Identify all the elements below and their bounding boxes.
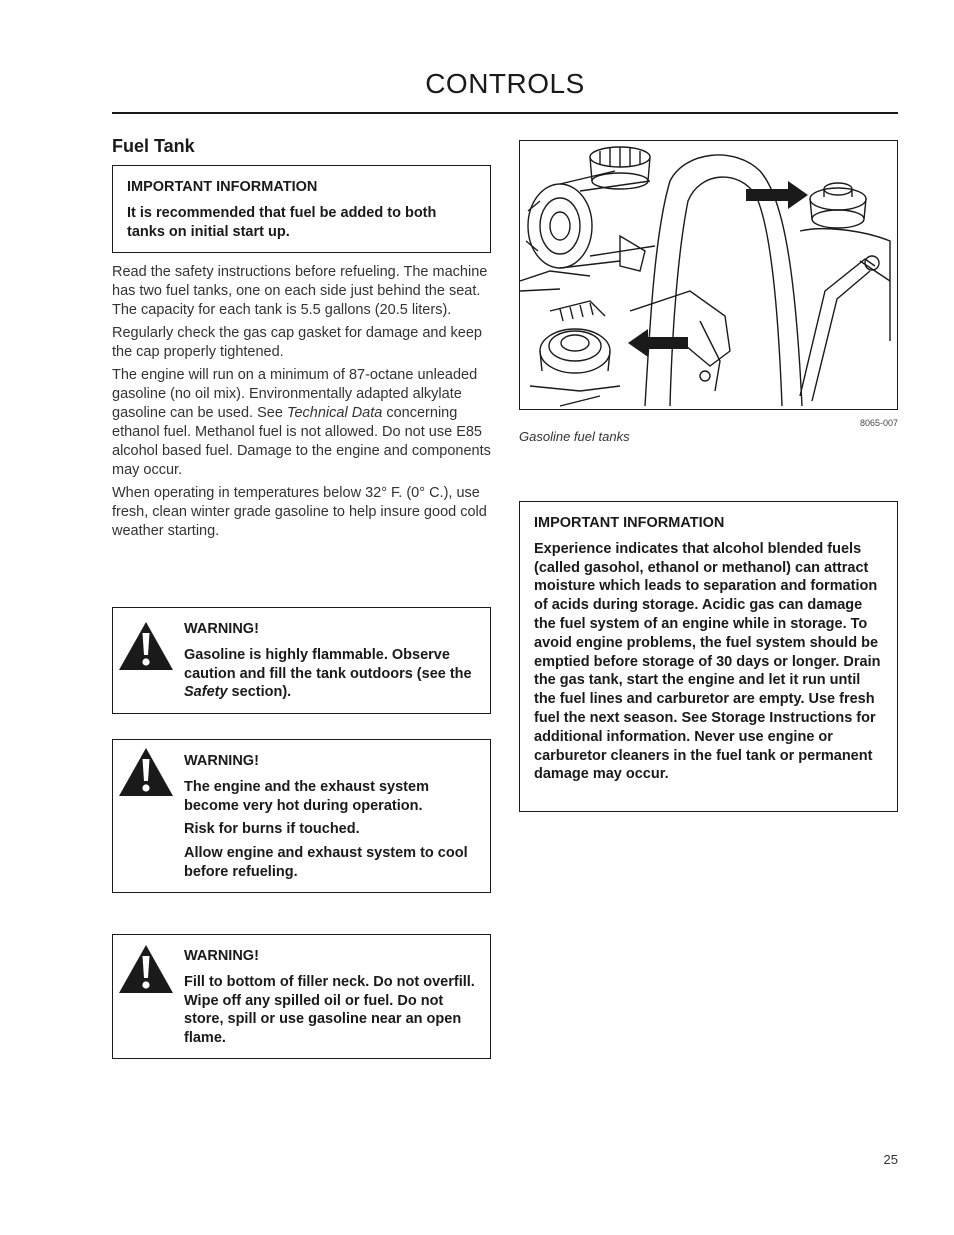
warning-line-1: The engine and the exhaust system become very hot during operation. [184, 778, 429, 814]
warning-label: WARNING! [184, 948, 259, 964]
info-text: It is recommended that fuel be added to both tanks on initial start up. [127, 204, 437, 240]
warning-triangle-icon [117, 943, 175, 995]
figure-code: 8065-007 [859, 418, 898, 428]
warning-box-filling [112, 934, 491, 1059]
warning-triangle-icon [117, 746, 175, 798]
figure-caption: Gasoline fuel tanks [519, 429, 630, 444]
warning-box-hot-engine [112, 739, 491, 893]
warning-text [184, 646, 478, 702]
paragraph-fuel-type-b: concerning ethanol fuel. Methanol fuel is not allowed. Do not use E85 alcohol based fuel. Damage to the engine and components may occur. [112, 405, 491, 478]
paragraph-cold-weather: When operating in temperatures below 32° F. (0° C.), use fresh, clean winter grade gasoline to help insure good cold weather starting. [112, 485, 487, 539]
important-information-box [112, 165, 491, 253]
warning-line-2: Risk for burns if touched. [184, 821, 360, 838]
info-label: IMPORTANT INFORMATION [127, 179, 318, 195]
warning-label: WARNING! [184, 621, 259, 637]
warning-box-flammable [112, 607, 491, 714]
page-number: 25 [883, 1152, 898, 1167]
safety-reference: Safety [184, 684, 228, 701]
fuel-tanks-illustration [519, 140, 898, 410]
warning-triangle-icon [117, 620, 175, 672]
paragraph-fuel-type-a: The engine will run on a minimum of 87-octane unleaded gasoline (no oil mix). Environmentally adapted alkylate gasoline can be used. See [112, 367, 478, 421]
page-header [112, 64, 898, 114]
section-title: Fuel Tank [112, 136, 195, 156]
warning-label: WARNING! [184, 753, 259, 769]
warning-text-a: Gasoline is highly flammable. Observe caution and fill the tank outdoors (see the [184, 646, 472, 682]
info-label: IMPORTANT INFORMATION [534, 515, 725, 531]
paragraph-capacity: Read the safety instructions before refueling. The machine has two fuel tanks, one on each side just behind the seat. The capacity for each tank is 5.5 gallons (20.5 liters). [112, 264, 488, 318]
technical-data-reference: Technical Data [286, 405, 383, 421]
important-information-box-alcohol-fuels [519, 501, 898, 812]
paragraph-fuel-type [112, 366, 492, 480]
paragraph-gas-cap: Regularly check the gas cap gasket for damage and keep the cap properly tightened. [112, 325, 482, 360]
page-title: CONTROLS [425, 68, 585, 99]
warning-line-3: Allow engine and exhaust system to cool before refueling. [184, 845, 468, 880]
info-text: Experience indicates that alcohol blended fuels (called gasohol, ethanol or methanol) can attract moisture which leads to separation and formation of acids during storage. Acidic gas can damage the fuel system of an engine while in storage. To avoid engine problems, the fuel system should be emptied before storage of 30 days or longer. Drain the gas tank, start the engine and let it run until the fuel lines and carburetor are empty. Use fresh fuel the next season. See Storage Instructions for additional information. Never use engine or carburetor cleaners in the fuel tank or permanent damage may occur. [534, 540, 881, 783]
warning-text: Fill to bottom of filler neck. Do not overfill. Wipe off any spilled oil or fuel. Do not store, spill or use gasoline near an open flame. [184, 973, 475, 1047]
fuel-tank-body-text [112, 263, 492, 545]
warning-text-b: section). [227, 684, 292, 701]
